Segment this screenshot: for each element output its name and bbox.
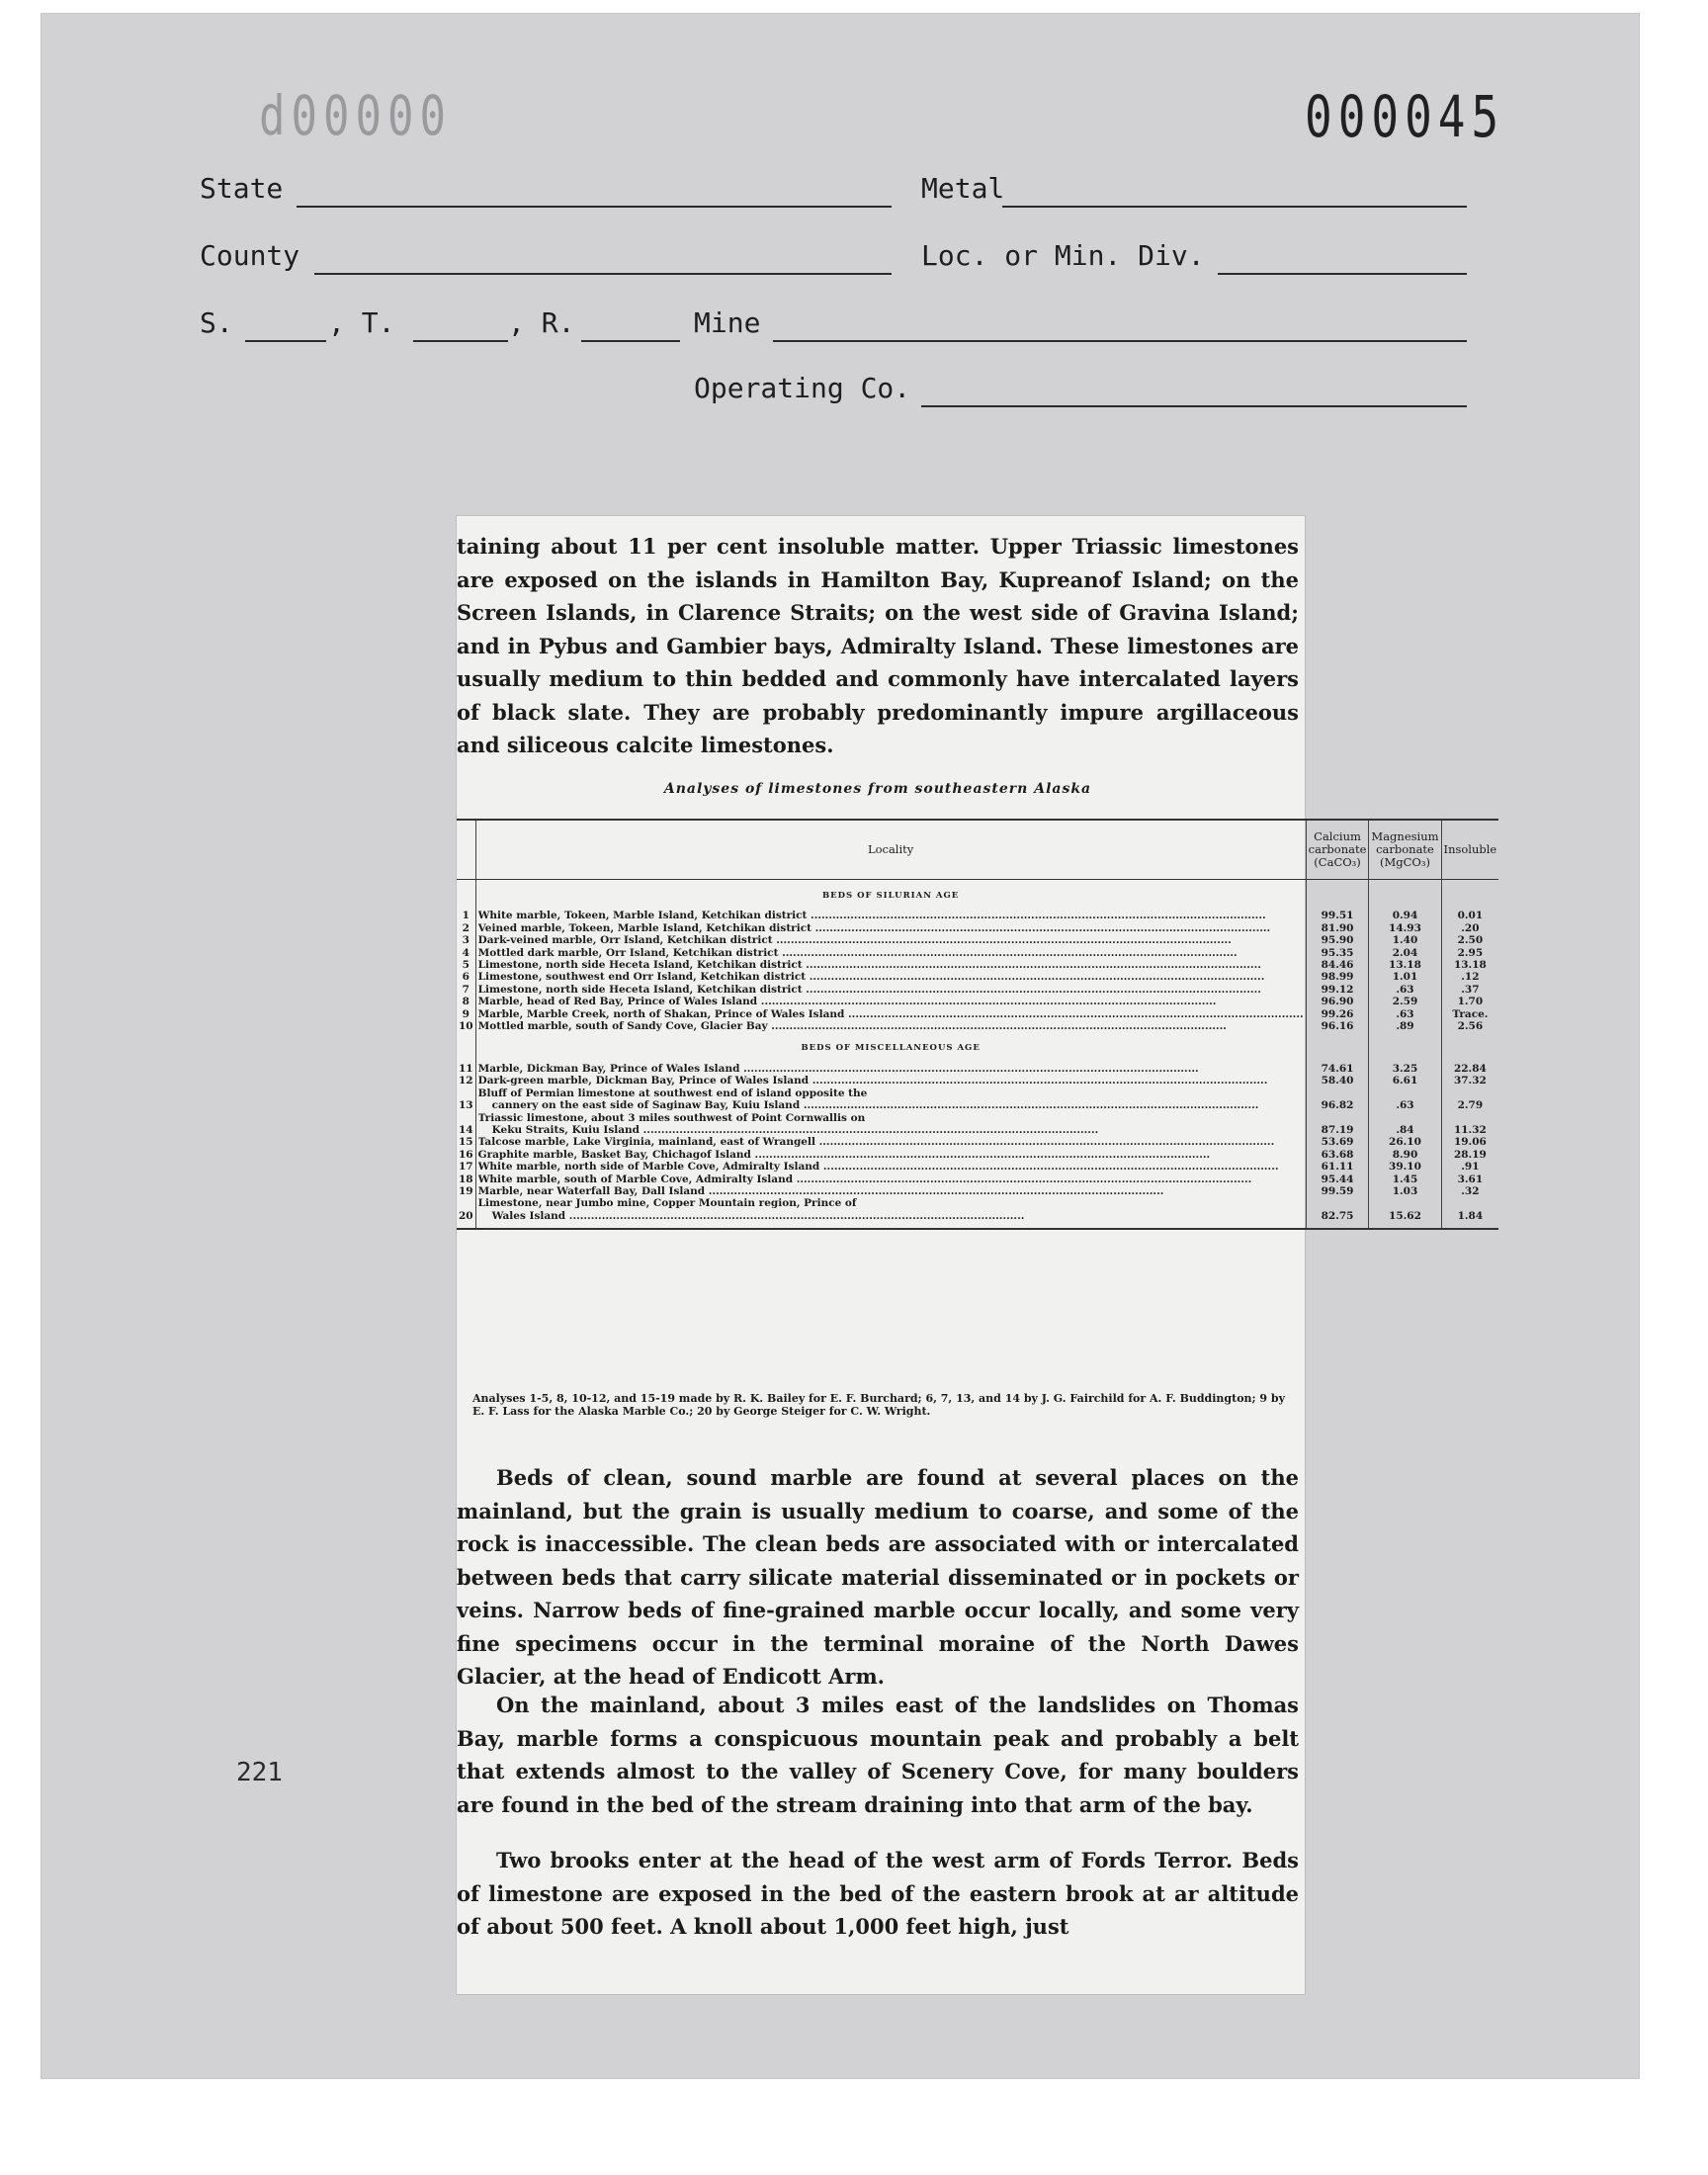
row-magnesium: 2.59 <box>1369 996 1441 1007</box>
row-calcium: 87.19 <box>1306 1112 1369 1137</box>
table-title: Analyses of limestones from southeastern Alaska <box>663 781 1092 797</box>
row-magnesium: .63 <box>1369 1008 1441 1020</box>
mine-field-line <box>773 340 1467 342</box>
section-heading-miscellaneous <box>457 1032 1498 1062</box>
row-locality <box>475 1149 1306 1161</box>
loc-label: Loc. or Min. Div. <box>921 239 1205 272</box>
row-locality <box>475 1136 1306 1148</box>
row-calcium: 95.90 <box>1306 934 1369 946</box>
row-magnesium: 2.04 <box>1369 947 1441 959</box>
table-row <box>457 959 1498 971</box>
row-calcium: 96.82 <box>1306 1088 1369 1112</box>
row-number: 5 <box>462 959 470 972</box>
locality-text: Mottled marble, south of Sandy Cove, Glacier Bay ..... <box>478 1020 1227 1032</box>
row-insoluble: 3.61 <box>1441 1174 1498 1185</box>
row-locality <box>475 934 1306 946</box>
locality-text: Limestone, north side Heceta Island, Ketchikan district ..... <box>478 984 1261 996</box>
state-label: State <box>200 172 284 205</box>
row-insoluble: 28.19 <box>1441 1149 1498 1161</box>
locality-wrap <box>478 971 1304 983</box>
section-heading: BEDS OF SILURIAN AGE <box>475 880 1306 911</box>
row-number: 17 <box>459 1161 473 1174</box>
row-locality <box>475 1088 1306 1112</box>
row-insoluble: 19.06 <box>1441 1136 1498 1148</box>
locality-text: Limestone, southwest end Orr Island, Ketchikan district ..... <box>478 971 1265 983</box>
row-magnesium: 8.90 <box>1369 1149 1441 1161</box>
locality-wrap <box>478 1149 1304 1161</box>
row-locality <box>475 1020 1306 1032</box>
row-number: 10 <box>459 1020 473 1033</box>
township-field-line <box>413 340 508 342</box>
section-empty-cell <box>1441 1032 1498 1062</box>
row-calcium: 58.40 <box>1306 1075 1369 1087</box>
table-row <box>457 922 1498 934</box>
locality-wrap <box>478 1008 1304 1020</box>
table-body <box>457 880 1498 1230</box>
table-row <box>457 947 1498 959</box>
locality-continuation <box>478 1210 1304 1222</box>
locality-line-1: Limestone, near Jumbo mine, Copper Mountain region, Prince of <box>477 1197 857 1210</box>
row-number: 9 <box>462 1007 470 1020</box>
row-locality <box>475 1197 1306 1229</box>
row-number: 1 <box>462 910 470 922</box>
operating-co-label: Operating Co. <box>694 372 911 404</box>
locality-text: Graphite marble, Basket Bay, Chichagof Island ..... <box>478 1149 1211 1161</box>
metal-field-line <box>1002 206 1467 208</box>
row-locality <box>475 947 1306 959</box>
header-locality: Locality <box>475 820 1306 880</box>
row-magnesium: .63 <box>1369 1088 1441 1112</box>
row-number: 20 <box>457 1197 475 1229</box>
row-calcium: 82.75 <box>1306 1197 1369 1229</box>
table-row <box>457 1075 1498 1087</box>
locality-wrap <box>478 947 1304 959</box>
row-calcium: 63.68 <box>1306 1149 1369 1161</box>
row-locality <box>475 1161 1306 1173</box>
row-locality <box>475 922 1306 934</box>
row-magnesium: .84 <box>1369 1112 1441 1137</box>
row-insoluble: Trace. <box>1441 1008 1498 1020</box>
locality-text: Dark-veined marble, Orr Island, Ketchikan district ..... <box>478 934 1232 946</box>
table-row <box>457 1197 1498 1229</box>
row-calcium: 99.51 <box>1306 910 1369 921</box>
section-empty-cell <box>1369 1032 1441 1062</box>
faded-stamp-number: d00000 <box>259 85 452 148</box>
locality-text: Dark-green marble, Dickman Bay, Prince of Wales Island ..... <box>478 1075 1268 1087</box>
header-number <box>457 820 475 880</box>
loc-field-line <box>1218 273 1467 275</box>
analyses-table <box>457 819 1497 1230</box>
row-locality <box>475 1008 1306 1020</box>
record-number: 000045 <box>1305 83 1505 150</box>
table-row <box>457 1020 1498 1032</box>
row-number: 6 <box>462 971 470 984</box>
row-calcium: 95.44 <box>1306 1174 1369 1185</box>
row-locality <box>475 1174 1306 1185</box>
row-magnesium: 6.61 <box>1369 1075 1441 1087</box>
row-number: 14 <box>459 1123 473 1136</box>
row-number: 18 <box>459 1173 473 1185</box>
row-magnesium: 15.62 <box>1369 1197 1441 1229</box>
section-heading: BEDS OF MISCELLANEOUS AGE <box>475 1032 1306 1062</box>
paragraph-mainland: On the mainland, about 3 miles east of the landslides on Thomas Bay, marble forms a conspicuous mountain peak and probably a belt that extends almost to the valley of Scenery Cove, for many boulders are found in the bed of the stream draining into that arm of the bay. <box>457 1693 1299 1817</box>
row-number: 19 <box>459 1184 473 1197</box>
operating-co-field-line <box>921 405 1467 407</box>
row-locality <box>475 1112 1306 1137</box>
row-locality <box>475 1185 1306 1197</box>
row-locality <box>475 1075 1306 1087</box>
table-row <box>457 996 1498 1007</box>
row-insoluble: 0.01 <box>1441 910 1498 921</box>
row-magnesium: 0.94 <box>1369 910 1441 921</box>
state-field-line <box>297 206 892 208</box>
row-insoluble: 11.32 <box>1441 1112 1498 1137</box>
locality-wrap <box>478 1174 1304 1185</box>
row-insoluble: .20 <box>1441 922 1498 934</box>
locality-text: Limestone, north side Heceta Island, Ketchikan district ..... <box>478 959 1261 971</box>
row-calcium: 74.61 <box>1306 1063 1369 1075</box>
row-magnesium: 39.10 <box>1369 1161 1441 1173</box>
section-number-cell <box>457 1032 475 1062</box>
row-calcium: 61.11 <box>1306 1161 1369 1173</box>
section-empty-cell <box>1441 880 1498 911</box>
section-empty-cell <box>1306 1032 1369 1062</box>
locality-line-2: cannery on the east side of Saginaw Bay, Kuiu Island ..... <box>492 1099 1259 1111</box>
page-number: 221 <box>236 1758 283 1787</box>
locality-text: White marble, north side of Marble Cove, Admiralty Island ..... <box>478 1161 1279 1173</box>
locality-wrap <box>478 934 1304 946</box>
locality-wrap <box>478 910 1304 921</box>
table-row <box>457 934 1498 946</box>
table-row <box>457 1185 1498 1197</box>
row-insoluble: .32 <box>1441 1185 1498 1197</box>
row-magnesium: 3.25 <box>1369 1063 1441 1075</box>
locality-text: White marble, Tokeen, Marble Island, Ketchikan district ..... <box>478 910 1266 921</box>
row-insoluble: 1.70 <box>1441 996 1498 1007</box>
locality-line-2: Keku Straits, Kuiu Island ..... <box>492 1124 1099 1136</box>
table-row <box>457 910 1498 921</box>
row-calcium: 96.16 <box>1306 1020 1369 1032</box>
table-row <box>457 1063 1498 1075</box>
table-row <box>457 1088 1498 1112</box>
row-insoluble: 2.56 <box>1441 1020 1498 1032</box>
locality-line-2: Wales Island ..... <box>492 1210 1025 1222</box>
row-insoluble: .37 <box>1441 984 1498 996</box>
row-magnesium: 1.03 <box>1369 1185 1441 1197</box>
row-magnesium: .63 <box>1369 984 1441 996</box>
row-calcium: 98.99 <box>1306 971 1369 983</box>
county-label: County <box>200 239 300 272</box>
locality-wrap <box>478 1075 1304 1087</box>
locality-wrap <box>478 1136 1304 1148</box>
locality-line-1: Triassic limestone, about 3 miles southwest of Point Cornwallis on <box>477 1111 866 1124</box>
row-locality <box>475 996 1306 1007</box>
scanned-card <box>42 14 1639 2078</box>
paragraph-beds: Beds of clean, sound marble are found at several places on the mainland, but the grain is usually medium to coarse, and some of the rock is inaccessible. The clean beds are associated with or intercalated between beds that carry silicate material disseminated or in pockets or veins. Narrow beds of fine-grained marble occur locally, and some very fine specimens occur in the terminal moraine of the North Dawes Glacier, at the head of Endicott Arm. <box>457 1465 1299 1689</box>
row-number: 2 <box>462 921 470 934</box>
locality-text: Talcose marble, Lake Virginia, mainland, east of Wrangell ..... <box>478 1136 1275 1148</box>
row-insoluble: 2.95 <box>1441 947 1498 959</box>
row-calcium: 96.90 <box>1306 996 1369 1007</box>
row-locality <box>475 910 1306 921</box>
section-empty-cell <box>1306 880 1369 911</box>
range-field-line <box>581 340 680 342</box>
row-calcium: 99.12 <box>1306 984 1369 996</box>
table-row <box>457 1136 1498 1148</box>
row-calcium: 84.46 <box>1306 959 1369 971</box>
header-calcium: Calcium carbonate (CaCO₃) <box>1306 820 1369 880</box>
table-row <box>457 1174 1498 1185</box>
paragraph-intro: taining about 11 per cent insoluble matter. Upper Triassic limestones are exposed on the islands in Hamilton Bay, Kupreanof Island; on the Screen Islands, in Clarence Straits; on the west side of Gravina Island; and in Pybus and Gambier bays, Admiralty Island. These limestones are usually medium to thin bedded and commonly have intercalated layers of black slate. They are probably predominantly impure argillaceous and siliceous calcite limestones. <box>457 534 1299 757</box>
row-number: 7 <box>462 983 470 996</box>
row-locality <box>475 1063 1306 1075</box>
table-row <box>457 1161 1498 1173</box>
paragraph-brooks: Two brooks enter at the head of the west arm of Fords Terror. Beds of limestone are exposed in the bed of the eastern brook at ar altitude of about 500 feet. A knoll about 1,000 feet high, just <box>457 1848 1299 1939</box>
locality-text: Marble, head of Red Bay, Prince of Wales Island ..... <box>478 996 1217 1007</box>
row-number: 8 <box>462 996 470 1008</box>
range-label: , R. <box>508 306 575 339</box>
row-locality <box>475 959 1306 971</box>
row-calcium: 99.59 <box>1306 1185 1369 1197</box>
metal-label: Metal <box>921 172 1005 205</box>
section-empty-cell <box>1369 880 1441 911</box>
section-field-line <box>245 340 326 342</box>
row-magnesium: .89 <box>1369 1020 1441 1032</box>
locality-text: Marble, near Waterfall Bay, Dall Island ..... <box>478 1185 1164 1197</box>
table-row <box>457 971 1498 983</box>
row-magnesium: 1.45 <box>1369 1174 1441 1185</box>
table-row <box>457 1008 1498 1020</box>
row-magnesium: 1.40 <box>1369 934 1441 946</box>
locality-wrap <box>478 922 1304 934</box>
row-calcium: 81.90 <box>1306 922 1369 934</box>
report-clipping <box>457 516 1497 1994</box>
header-insoluble: Insoluble <box>1441 820 1498 880</box>
row-magnesium: 1.01 <box>1369 971 1441 983</box>
section-label: S. <box>200 306 233 339</box>
table-footnote: Analyses 1-5, 8, 10-12, and 15-19 made by R. K. Bailey for E. F. Burchard; 6, 7, 13, and 14 by J. G. Fairchild for A. F. Buddington; 9 by E. F. Lass for the Alaska Marble Co.; 20 by George Steiger for C. W. Wright. <box>472 1392 1285 1418</box>
locality-wrap <box>478 984 1304 996</box>
locality-wrap <box>478 1161 1304 1173</box>
row-number: 11 <box>459 1062 473 1075</box>
row-calcium: 53.69 <box>1306 1136 1369 1148</box>
row-locality <box>475 984 1306 996</box>
table-row <box>457 1112 1498 1137</box>
row-number: 12 <box>459 1075 473 1088</box>
row-calcium: 99.26 <box>1306 1008 1369 1020</box>
section-number-cell <box>457 880 475 911</box>
locality-wrap <box>478 1020 1304 1032</box>
locality-text: Marble, Marble Creek, north of Shakan, Prince of Wales Island ..... <box>478 1008 1304 1020</box>
row-number: 13 <box>459 1099 473 1112</box>
mine-label: Mine <box>694 306 761 339</box>
row-insoluble: 37.32 <box>1441 1075 1498 1087</box>
county-field-line <box>314 273 892 275</box>
locality-wrap <box>478 1063 1304 1075</box>
row-insoluble: .91 <box>1441 1161 1498 1173</box>
row-number: 4 <box>462 946 470 959</box>
section-heading-silurian <box>457 880 1498 911</box>
locality-continuation <box>478 1099 1304 1111</box>
row-magnesium: 26.10 <box>1369 1136 1441 1148</box>
locality-text: Veined marble, Tokeen, Marble Island, Ketchikan district ..... <box>478 922 1271 934</box>
row-number: 16 <box>459 1148 473 1161</box>
locality-line-1: Bluff of Permian limestone at southwest end of island opposite the <box>477 1087 868 1099</box>
row-insoluble: .12 <box>1441 971 1498 983</box>
row-locality <box>475 971 1306 983</box>
locality-text: Marble, Dickman Bay, Prince of Wales Island ..... <box>478 1063 1199 1075</box>
locality-wrap <box>478 1185 1304 1197</box>
locality-wrap <box>478 996 1304 1007</box>
row-number: 15 <box>459 1136 473 1149</box>
row-insoluble: 13.18 <box>1441 959 1498 971</box>
locality-continuation <box>478 1124 1304 1136</box>
row-number: 3 <box>462 934 470 947</box>
locality-wrap <box>478 959 1304 971</box>
row-insoluble: 22.84 <box>1441 1063 1498 1075</box>
table-row <box>457 984 1498 996</box>
row-calcium: 95.35 <box>1306 947 1369 959</box>
header-magnesium: Magnesium carbonate (MgCO₃) <box>1369 820 1441 880</box>
row-magnesium: 13.18 <box>1369 959 1441 971</box>
row-insoluble: 1.84 <box>1441 1197 1498 1229</box>
locality-text: Mottled dark marble, Orr Island, Ketchikan district ..... <box>478 947 1238 959</box>
township-label: , T. <box>328 306 395 339</box>
row-magnesium: 14.93 <box>1369 922 1441 934</box>
locality-text: White marble, south of Marble Cove, Admiralty Island ..... <box>478 1174 1252 1185</box>
row-insoluble: 2.50 <box>1441 934 1498 946</box>
row-insoluble: 2.79 <box>1441 1088 1498 1112</box>
table-row <box>457 1149 1498 1161</box>
